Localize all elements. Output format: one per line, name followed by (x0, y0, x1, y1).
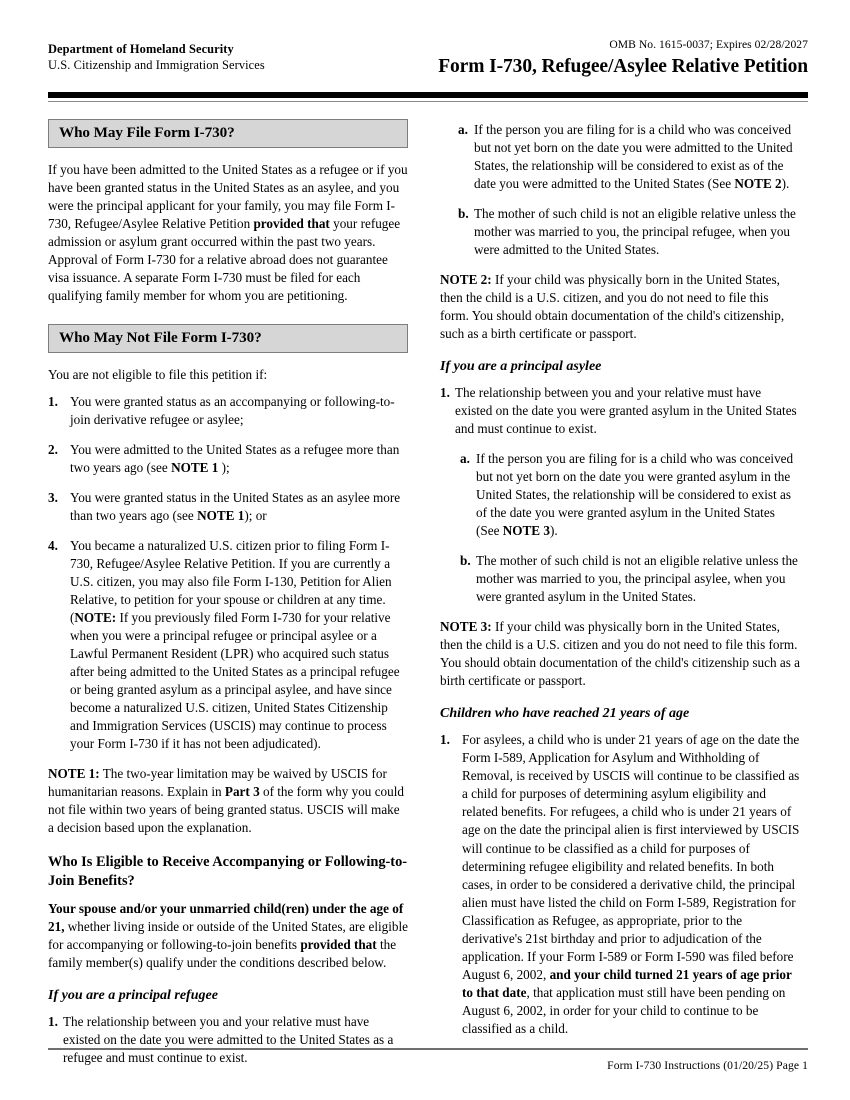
section-header-principal-asylee: If you are a principal asylee (440, 359, 602, 375)
list-text-part: You were granted status in the United States as an asylee more than two years ago (see (70, 490, 401, 524)
list-text-bold: and your child turned 21 years of age prior to that date (462, 966, 792, 1000)
list-text-bold: NOTE 3 (502, 523, 550, 539)
header-rule-thin (48, 101, 808, 102)
note-3-paragraph (440, 618, 800, 690)
who-may-not-file-intro: You are not eligible to file this petition if: (48, 367, 268, 383)
note-1-text-2: of the form why you could not file within two years of being granted status. USCIS will make a decision based upon the explanation. (48, 784, 404, 836)
footer-text: Form I-730 Instructions (01/20/25) Page 1 (607, 1059, 808, 1072)
agency-block (48, 42, 265, 74)
list-text-tail: ); or (244, 508, 267, 524)
document-masthead (48, 40, 808, 78)
section-header-children-21: Children who have reached 21 years of age (440, 706, 690, 722)
list-marker: b. (460, 553, 471, 569)
list-text: The mother of such child is not an eligible relative unless the mother was married to you, the principal refugee, when you were admitted to the United States. (474, 206, 796, 258)
right-column (440, 119, 800, 1067)
list-text-tail: ); (218, 460, 230, 476)
who-may-file-paragraph (48, 161, 408, 305)
omb-number: OMB No. 1615-0037; Expires 02/28/2027 (609, 38, 808, 51)
note-2-text: If your child was physically born in the United States, then the child is a U.S. citizen, and you do not need to file this form. You should obtain documentation of the child's citizenship, such as a birth certificate or passport. (440, 272, 785, 342)
list-item (460, 450, 800, 540)
list-text-tail: , that application must still have been pending on August 6, 2002, in order for your child to continue to be classified as a child. (462, 984, 786, 1036)
note-2-label: NOTE 2: (440, 272, 492, 288)
list-text: The relationship between you and your relative must have existed on the date you were granted asylum in the United States and must continue to exist. (455, 385, 797, 437)
note-3-label: NOTE 3: (440, 619, 492, 635)
section-header-who-may-not-file: Who May Not File Form I-730? (48, 324, 408, 353)
list-text (70, 537, 408, 753)
list-marker: 1. (48, 1013, 58, 1029)
list-text: The relationship between you and your relative must have existed on the date you were admitted to the United States as a refugee and must continue to exist. (63, 1013, 394, 1066)
list-text: You were granted status as an accompanying or following-to-join derivative refugee or asylee; (70, 394, 395, 428)
list-text-bold: NOTE 2 (734, 176, 782, 192)
list-marker: 4. (48, 538, 58, 554)
section-header-who-may-file: Who May File Form I-730? (48, 119, 408, 148)
list-item (440, 384, 800, 438)
body-columns (48, 119, 808, 1067)
agency-name: U.S. Citizenship and Immigration Services (48, 57, 265, 72)
list-text (474, 121, 800, 193)
list-marker: 1. (440, 385, 450, 401)
list-marker: b. (458, 206, 469, 222)
list-text-tail: ). (781, 176, 790, 192)
list-marker: 1. (48, 394, 58, 410)
list-item (458, 121, 800, 193)
who-may-file-text-2: your refugee admission or asylum grant occurred within the past two years. Approval of Form I-730 for a relative abroad does not guarantee visa issuance. A separate Form I-730 must be filed for each qualifying family member for whom you are petitioning. (48, 216, 401, 304)
list-text-part: For asylees, a child who is under 21 years of age on the date the Form I-589, Application for Asylum and Withholding of Removal, is received by USCIS will continue to be classified as a child for purposes of determining asylum eligibility and related benefits. For refugees, a child who is under 21 years of age on the date the principal alien is first interviewed by USCIS will continue to be classified as a child for purposes of determining refugee eligibility and related benefits. In both cases, in order to be considered a derivative child, the principal alien must have listed the child on Form I-589, Registration for Classification as Refugee, as appropriate, prior to the derivative's 21st birthday and prior to adjudication of the application. If your Form I-589 or Form I-590 was filed before August 6, 2002, (462, 732, 800, 982)
list-item (48, 537, 408, 753)
list-text-tail: ). (550, 523, 558, 539)
form-title: Form I-730, Refugee/Asylee Relative Petition (438, 56, 808, 77)
list-marker: 1. (440, 732, 450, 748)
list-text-part: You were admitted to the United States as a refugee more than two years ago (see (70, 442, 400, 476)
list-marker: 3. (48, 490, 58, 506)
note-1-label: NOTE 1: (48, 766, 100, 782)
list-item (460, 552, 800, 606)
who-may-file-bold: provided that (253, 216, 330, 232)
list-item (440, 731, 800, 1037)
list-text-part: If the person you are filing for is a child who was conceived but not yet born on the date you were granted asylum in the United States, the relationship will be considered to exist as of the date you were granted asylum in the United States (See (476, 451, 794, 539)
list-text-bold: NOTE 1 (197, 508, 245, 524)
form-identity-block (438, 38, 808, 78)
eligible-benefits-bold-2: provided that (300, 936, 377, 952)
list-item (48, 441, 408, 477)
section-header-eligible-benefits: Who Is Eligible to Receive Accompanying or Following-to-Join Benefits? (48, 854, 408, 890)
eligible-benefits-text-1: whether living inside or outside of the United States, are eligible for accompanying or following-to-join benefits (48, 918, 409, 952)
department-name: Department of Homeland Security (48, 42, 234, 56)
list-text-part: If the person you are filing for is a child who was conceived but not yet born on the date you were admitted to the United States, the relationship will be considered to exist as of the date you were admitted to the United States (See (474, 122, 793, 192)
footer-rule (48, 1048, 808, 1050)
list-text (70, 441, 408, 477)
list-item (458, 205, 800, 259)
page-footer (48, 1048, 808, 1072)
header-rule-thick (48, 92, 808, 98)
list-item (48, 393, 408, 429)
eligible-benefits-paragraph (48, 900, 408, 972)
list-marker: 2. (48, 442, 58, 458)
list-text (476, 450, 800, 540)
note-2-paragraph (440, 271, 800, 343)
note-3-text: If your child was physically born in the United States, then the child is a U.S. citizen and you do not need to file this form. You should obtain documentation of the child's citizenship such as a birth certificate or passport. (440, 619, 800, 689)
eligible-benefits-bold-1: Your spouse and/or your unmarried child(ren) under the age of 21, (48, 900, 404, 934)
note-1-text-1: The two-year limitation may be waived by USCIS for humanitarian reasons. Explain in (48, 766, 387, 800)
list-marker: a. (460, 451, 470, 467)
list-text (70, 489, 408, 525)
who-may-file-text-1: If you have been admitted to the United States as a refugee or if you have been granted status in the United States as an asylee, and you were the principal applicant for your family, you may file Form I-730, Refugee/Asylee Relative Petition (48, 162, 408, 232)
list-item (48, 489, 408, 525)
list-text-bold: NOTE: (74, 610, 117, 626)
left-column (48, 119, 408, 1067)
note-1-bold: Part 3 (224, 784, 260, 800)
list-text (462, 731, 800, 1037)
list-text-part: You became a naturalized U.S. citizen prior to filing Form I-730, Refugee/Asylee Relative Petition. If you are currently a U.S. citizen, you may also file Form I-130, Petition for Alien Relative, to petition for your spouse or children at any time. ( (70, 538, 392, 626)
eligible-benefits-text-2: the family member(s) qualify under the conditions described below. (48, 936, 397, 970)
list-text-tail: If you previously filed Form I-730 for your relative when you were a principal refugee or principal asylee or a Lawful Permanent Resident (LPR) who acquired such status after being admitted to the United States as a principal refugee or being granted asylum as a principal asylee, and have since become a naturalized U.S. citizen, United States Citizenship and Immigration Services (USCIS) may continue to process your Form I-730 if it has not been adjudicated). (70, 610, 400, 752)
list-marker: a. (458, 122, 468, 137)
note-1-paragraph (48, 765, 408, 837)
section-header-principal-refugee: If you are a principal refugee (48, 987, 218, 1003)
list-text: The mother of such child is not an eligible relative unless the mother was married to you, the principal asylee, when you were granted asylum in the United States. (476, 553, 798, 605)
list-text-bold: NOTE 1 (171, 460, 219, 476)
